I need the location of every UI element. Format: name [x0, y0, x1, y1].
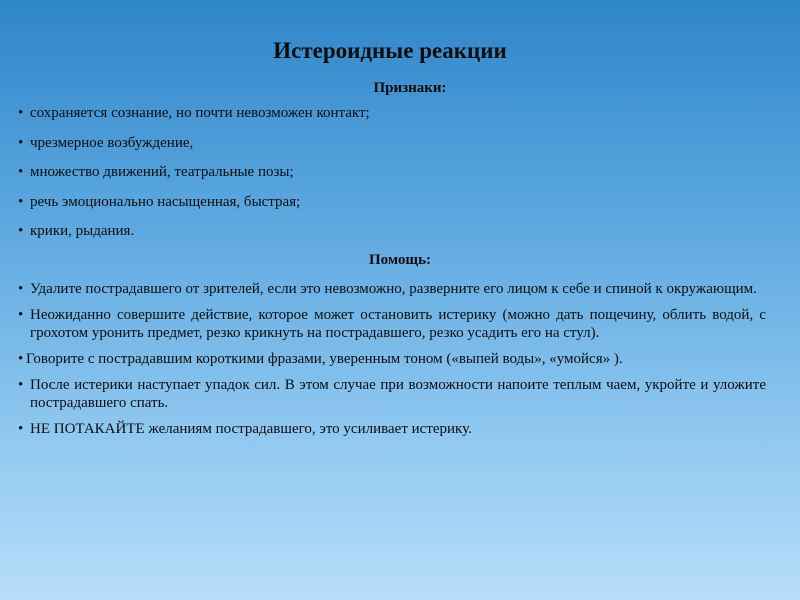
list-item-text: Неожиданно совершите действие, которое может остановить истерику (можно дать пощечину, облить водой, с грохотом уронить предмет, резко крикнуть на пострадавшего, резко усадить его на стул).	[30, 307, 766, 341]
bullet-icon: •	[18, 351, 24, 367]
list-item	[18, 134, 766, 152]
list-item	[18, 376, 766, 412]
signs-heading: Признаки:	[373, 80, 447, 96]
list-item	[18, 306, 766, 342]
bullet-icon: •	[18, 134, 24, 151]
list-item-text: сохраняется сознание, но почти невозможен контакт;	[30, 105, 370, 121]
list-item-text: Говорите с пострадавшим короткими фразами, уверенным тоном («выпей воды», «умойся» ).	[26, 351, 623, 367]
list-item-text: крики, рыдания.	[30, 223, 135, 239]
list-item	[18, 280, 766, 298]
list-item	[18, 104, 766, 122]
list-item-text: Удалите пострадавшего от зрителей, если это невозможно, разверните его лицом к себе и спиной к окружающим.	[30, 281, 757, 297]
bullet-icon: •	[18, 377, 24, 393]
list-item-text: НЕ ПОТАКАЙТЕ желаниям пострадавшего, это усиливает истерику.	[30, 421, 472, 437]
list-item-text: речь эмоционально насыщенная, быстрая;	[30, 193, 301, 210]
signs-list	[18, 104, 766, 252]
bullet-icon: •	[18, 193, 24, 210]
list-item-text: множество движений, театральные позы;	[30, 164, 294, 180]
list-item	[18, 193, 766, 211]
list-item	[18, 420, 766, 438]
help-heading: Помощь:	[369, 252, 431, 268]
slide-title: Истероидные реакции	[273, 38, 507, 63]
bullet-icon: •	[18, 105, 24, 121]
list-item	[18, 222, 766, 240]
bullet-icon: •	[18, 281, 24, 297]
bullet-icon: •	[18, 164, 24, 180]
list-item	[18, 163, 766, 181]
bullet-icon: •	[18, 421, 24, 437]
bullet-icon: •	[18, 307, 24, 323]
help-list	[18, 280, 766, 446]
bullet-icon: •	[18, 223, 24, 239]
list-item-text: После истерики наступает упадок сил. В этом случае при возможности напоите теплым чаем, укройте и уложите пострадавшего спать.	[30, 377, 766, 411]
list-item	[18, 350, 766, 368]
list-item-text: чрезмерное возбуждение,	[30, 134, 194, 151]
